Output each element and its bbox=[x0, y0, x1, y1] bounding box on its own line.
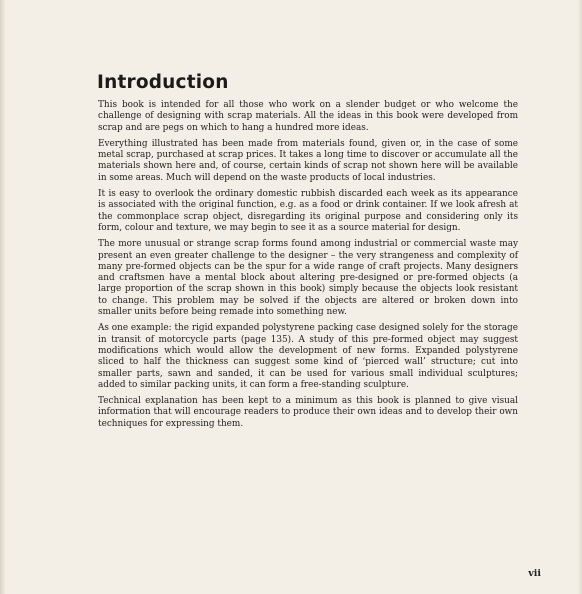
page-number: vii bbox=[528, 568, 541, 579]
paragraph: As one example: the rigid expanded polystyrene packing case designed solely for the storage in transit of motorcycle parts (page 135). A study of this pre-formed object may suggest modifications which would allow the development of new forms. Expanded polystyrene sliced to half the thickness can suggest some kind of ‘pierced wall’ structure; cut into smaller parts, sawn and sanded, it can be used for various small individual sculptures; added to similar packing units, it can form a free-standing sculpture. bbox=[98, 323, 518, 390]
paragraph: This book is intended for all those who work on a slender budget or who welcome the challenge of designing with scrap materials. All the ideas in this book were developed from scrap and are pegs on which to hang a hundred more ideas. bbox=[98, 100, 518, 133]
paragraph: Everything illustrated has been made from materials found, given or, in the case of some metal scrap, purchased at scrap prices. It takes a long time to discover or accumulate all the materials shown here and, of course, certain kinds of scrap not shown here will be available in some areas. Much will depend on the waste products of local industries. bbox=[98, 138, 518, 183]
page-edge-shadow bbox=[578, 0, 582, 594]
page-title: Introduction bbox=[97, 72, 229, 93]
paragraph: Technical explanation has been kept to a minimum as this book is planned to give visual information that will encourage readers to produce their own ideas and to develop their own techniques for expressing them. bbox=[98, 396, 518, 429]
page-gutter-shadow bbox=[0, 0, 6, 594]
body-text bbox=[98, 100, 518, 435]
paragraph: The more unusual or strange scrap forms found among industrial or commercial waste may present an even greater challenge to the designer – the very strangeness and complexity of many pre-formed objects can be the spur for a wide range of craft projects. Many designers and craftsmen have a mental block about altering pre-designed or pre-formed objects (a large proportion of the scrap shown in this book) simply because the objects look resistant to change. This problem may be solved if the objects are altered or broken down into smaller units before being remade into something new. bbox=[98, 239, 518, 318]
paragraph: It is easy to overlook the ordinary domestic rubbish discarded each week as its appearance is associated with the original function, e.g. as a food or drink container. If we look afresh at the commonplace scrap object, disregarding its original purpose and considering only its form, colour and texture, we may begin to see it as a source material for design. bbox=[98, 189, 518, 233]
